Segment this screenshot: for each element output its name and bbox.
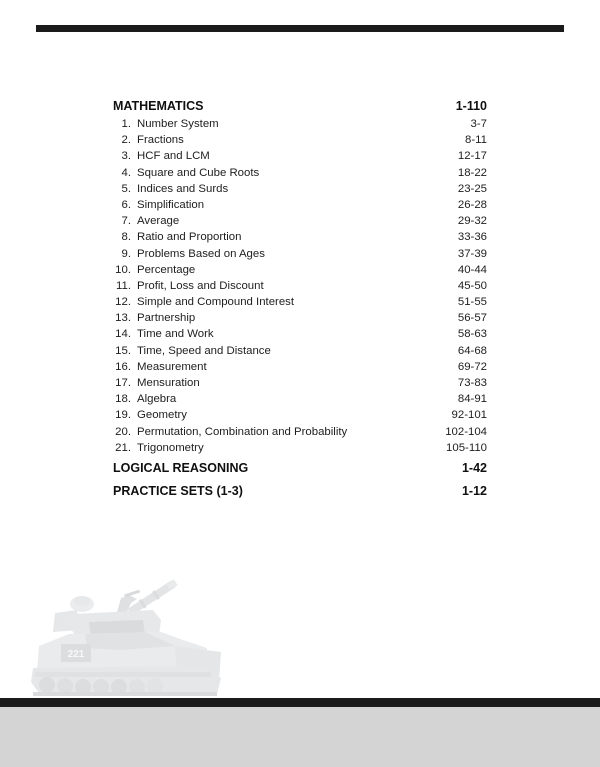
section-heading-practice-sets bbox=[107, 482, 487, 500]
toc-item-row bbox=[107, 181, 487, 197]
toc-item-title: Profit, Loss and Discount bbox=[137, 279, 264, 292]
toc-item-pages: 102-104 bbox=[445, 425, 487, 438]
toc-item-pages: 69-72 bbox=[457, 360, 487, 373]
toc-item-row bbox=[107, 148, 487, 164]
toc-item-row bbox=[107, 294, 487, 310]
toc-item-row bbox=[107, 229, 487, 245]
toc-item-row bbox=[107, 391, 487, 407]
toc-item-number: 6. bbox=[121, 198, 131, 211]
toc-item-number: 1. bbox=[121, 118, 131, 130]
toc-item-number: 9. bbox=[121, 247, 131, 260]
toc-item-row bbox=[107, 278, 487, 294]
toc-item-title: Percentage bbox=[137, 263, 196, 276]
toc-item-title: Fractions bbox=[137, 134, 184, 147]
toc-item-number: 11. bbox=[116, 279, 131, 292]
toc-item-number: 12. bbox=[115, 296, 131, 309]
toc-item-title: Partnership bbox=[137, 312, 196, 325]
section-heading-mathematics bbox=[107, 97, 487, 115]
table-of-contents bbox=[107, 97, 487, 500]
section-pages: 1-110 bbox=[455, 99, 487, 113]
toc-item-row bbox=[107, 375, 487, 391]
toc-item-pages: 33-36 bbox=[457, 231, 487, 244]
section-heading-logical-reasoning bbox=[107, 459, 487, 477]
toc-item-number: 20. bbox=[115, 425, 131, 438]
section-title: PRACTICE SETS (1-3) bbox=[113, 483, 243, 498]
toc-item-pages: 40-44 bbox=[457, 263, 487, 276]
toc-item-pages: 29-32 bbox=[457, 215, 487, 228]
toc-item-row bbox=[107, 407, 487, 423]
toc-item-title: Ratio and Proportion bbox=[137, 231, 242, 244]
toc-item-pages: 84-91 bbox=[457, 393, 487, 406]
tank-marking: 221 bbox=[67, 649, 85, 660]
toc-item-pages: 45-50 bbox=[457, 279, 487, 292]
toc-item-title: Geometry bbox=[137, 409, 188, 422]
toc-item-row bbox=[107, 132, 487, 148]
toc-item-pages: 3-7 bbox=[470, 118, 487, 130]
toc-item-title: Simplification bbox=[137, 198, 205, 211]
tank-watermark-image bbox=[25, 568, 240, 700]
section-pages: 1-42 bbox=[461, 460, 487, 475]
toc-item-pages: 58-63 bbox=[457, 328, 487, 341]
toc-item-row bbox=[107, 326, 487, 342]
toc-item-pages: 8-11 bbox=[465, 134, 487, 147]
toc-item-row bbox=[107, 343, 487, 359]
toc-item-number: 10. bbox=[115, 263, 131, 276]
bottom-rule bbox=[0, 698, 600, 707]
toc-item-title: Problems Based on Ages bbox=[137, 247, 265, 260]
section-title: LOGICAL REASONING bbox=[113, 460, 249, 475]
toc-item-number: 15. bbox=[115, 344, 131, 357]
toc-item-number: 4. bbox=[121, 166, 131, 179]
toc-item-pages: 37-39 bbox=[457, 247, 487, 260]
toc-item-title: Square and Cube Roots bbox=[137, 166, 260, 179]
toc-item-pages: 12-17 bbox=[457, 150, 487, 163]
toc-item-row bbox=[107, 246, 487, 262]
toc-item-row bbox=[107, 165, 487, 181]
toc-item-title: Time, Speed and Distance bbox=[137, 344, 271, 357]
toc-item-title: Trigonometry bbox=[137, 441, 204, 454]
bottom-gray-strip bbox=[0, 707, 600, 767]
toc-item-number: 14. bbox=[115, 328, 131, 341]
section-title: MATHEMATICS bbox=[113, 99, 204, 113]
toc-item-pages: 64-68 bbox=[457, 344, 487, 357]
toc-item-number: 5. bbox=[121, 182, 131, 195]
toc-item-number: 8. bbox=[121, 231, 131, 244]
toc-item-number: 17. bbox=[115, 377, 131, 389]
toc-item-row bbox=[107, 262, 487, 278]
toc-item-pages: 51-55 bbox=[457, 296, 487, 309]
toc-item-pages: 73-83 bbox=[457, 377, 487, 389]
toc-item-number: 13. bbox=[115, 312, 131, 325]
toc-item-pages: 23-25 bbox=[457, 182, 487, 195]
toc-item-title: Measurement bbox=[137, 360, 207, 373]
math-items bbox=[107, 116, 487, 456]
toc-item-number: 16. bbox=[115, 360, 131, 373]
toc-item-row bbox=[107, 197, 487, 213]
toc-item-title: Mensuration bbox=[137, 377, 200, 389]
toc-item-title: Indices and Surds bbox=[137, 182, 229, 195]
toc-item-row bbox=[107, 310, 487, 326]
toc-item-number: 19. bbox=[115, 409, 131, 422]
toc-item-row bbox=[107, 359, 487, 375]
toc-item-pages: 105-110 bbox=[446, 441, 487, 454]
toc-item-title: Average bbox=[137, 215, 180, 228]
toc-item-title: HCF and LCM bbox=[137, 150, 210, 163]
toc-item-pages: 56-57 bbox=[457, 312, 487, 325]
toc-item-row bbox=[107, 440, 487, 456]
toc-item-number: 18. bbox=[115, 393, 131, 406]
toc-item-row bbox=[107, 116, 487, 132]
toc-item-row bbox=[107, 213, 487, 229]
toc-item-title: Time and Work bbox=[137, 328, 214, 341]
toc-item-title: Simple and Compound Interest bbox=[137, 296, 295, 309]
toc-item-title: Number System bbox=[137, 118, 219, 130]
toc-item-pages: 92-101 bbox=[451, 409, 487, 422]
toc-item-number: 2. bbox=[121, 134, 131, 147]
toc-item-title: Permutation, Combination and Probability bbox=[137, 425, 348, 438]
top-rule bbox=[36, 25, 564, 32]
section-pages: 1-12 bbox=[461, 483, 487, 498]
toc-item-row bbox=[107, 424, 487, 440]
toc-item-number: 7. bbox=[121, 215, 131, 228]
toc-item-pages: 18-22 bbox=[457, 166, 487, 179]
toc-item-number: 21. bbox=[115, 441, 131, 454]
toc-item-pages: 26-28 bbox=[457, 198, 487, 211]
toc-item-number: 3. bbox=[121, 150, 131, 163]
toc-item-title: Algebra bbox=[137, 393, 177, 406]
